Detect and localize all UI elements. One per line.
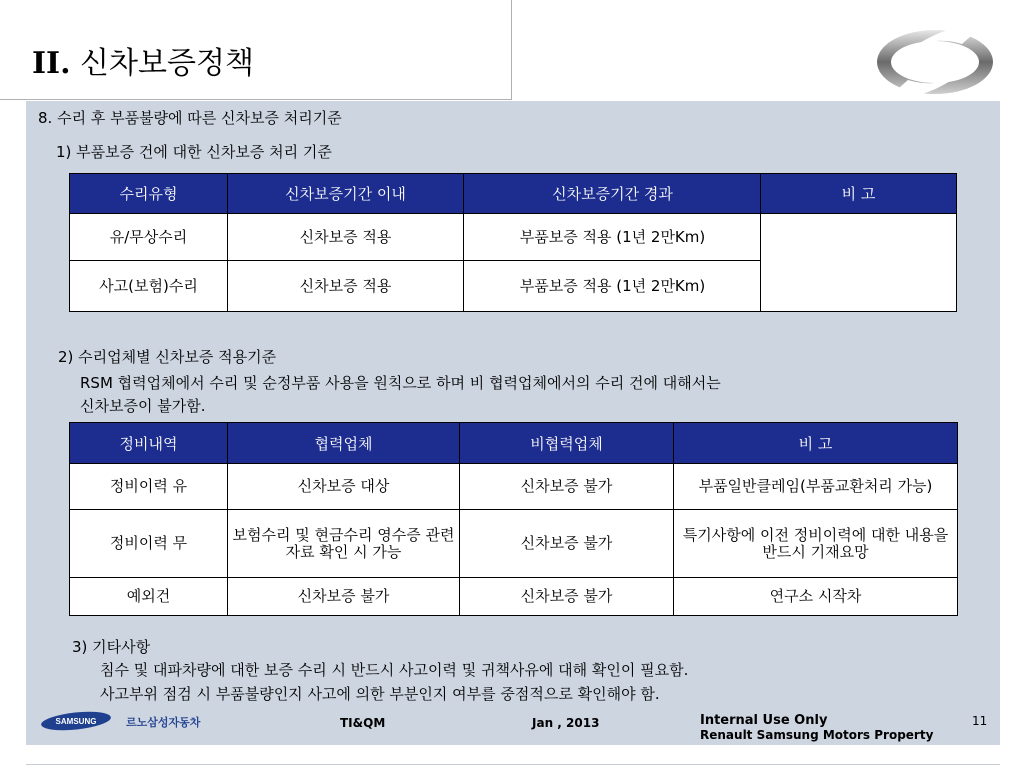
footer-dept: TI&QM <box>340 716 386 730</box>
samsung-logo-text: SAMSUNG <box>55 717 97 726</box>
page-title: II. 신차보증정책 <box>32 46 254 81</box>
table-row <box>70 510 958 578</box>
renault-samsung-emblem-icon <box>872 18 998 100</box>
table-cell: 신차보증 불가 <box>460 510 674 578</box>
subsection-2-text-line1: RSM 협력업체에서 수리 및 순정부품 사용을 원칙으로 하며 비 협력업체에서의 수리 건에 대해서는 <box>80 374 721 392</box>
subsection-3-text-line2: 사고부위 점검 시 부품불량인지 사고에 의한 부분인지 여부를 중점적으로 확인해야 함. <box>100 685 660 703</box>
footer-internal-use: Internal Use Only <box>700 713 828 728</box>
table-cell: 정비이력 유 <box>70 464 228 510</box>
page-number: 11 <box>972 714 988 728</box>
title-box <box>0 0 512 100</box>
samsung-logo-icon <box>40 711 112 731</box>
table-header-cell: 비 고 <box>674 423 958 464</box>
subsection-3-text-line1: 침수 및 대파차량에 대한 보증 수리 시 반드시 사고이력 및 귀책사유에 대해 확인이 필요함. <box>100 661 689 679</box>
warranty-table-2 <box>69 422 958 616</box>
subsection-2-title: 2) 수리업체별 신차보증 적용기준 <box>58 348 277 366</box>
table-row <box>70 578 958 616</box>
company-name-kr: 르노삼성자동차 <box>126 716 201 729</box>
table-header-row <box>70 423 958 464</box>
table-cell: 신차보증 불가 <box>460 578 674 616</box>
table-header-cell: 협력업체 <box>228 423 460 464</box>
table-cell: 특기사항에 이전 정비이력에 대한 내용을 반드시 기재요망 <box>674 510 958 578</box>
table-header-cell: 비 고 <box>761 174 957 214</box>
table-cell: 예외건 <box>70 578 228 616</box>
table-header-cell: 수리유형 <box>70 174 228 214</box>
table-row <box>70 464 958 510</box>
table-cell: 신차보증 적용 <box>228 261 464 312</box>
table-header-row <box>70 174 762 214</box>
subsection-3-title: 3) 기타사항 <box>72 638 151 656</box>
table-cell: 연구소 시작차 <box>674 578 958 616</box>
bottom-divider <box>26 764 1000 765</box>
table-cell: 정비이력 무 <box>70 510 228 578</box>
table-header-cell: 신차보증기간 이내 <box>228 174 464 214</box>
subsection-2-text-line2: 신차보증이 불가함. <box>80 397 206 415</box>
footer-property: Renault Samsung Motors Property <box>700 728 934 742</box>
table-cell: 부품일반클레임(부품교환처리 가능) <box>674 464 958 510</box>
table-cell: 유/무상수리 <box>70 214 228 261</box>
table-cell-empty <box>761 214 957 312</box>
table-cell: 부품보증 적용 (1년 2만Km) <box>464 214 762 261</box>
table-header-cell: 비협력업체 <box>460 423 674 464</box>
table-cell: 사고(보험)수리 <box>70 261 228 312</box>
table-cell: 신차보증 불가 <box>460 464 674 510</box>
table-cell: 신차보증 대상 <box>228 464 460 510</box>
footer-date: Jan , 2013 <box>532 716 600 730</box>
section-heading: 8. 수리 후 부품불량에 따른 신차보증 처리기준 <box>38 109 342 127</box>
warranty-table-1-remarks <box>760 173 957 312</box>
table-header-cell: 정비내역 <box>70 423 228 464</box>
subsection-1-title: 1) 부품보증 건에 대한 신차보증 처리 기준 <box>56 143 332 161</box>
table-cell: 부품보증 적용 (1년 2만Km) <box>464 261 762 312</box>
table-cell: 보험수리 및 현금수리 영수증 관련자료 확인 시 가능 <box>228 510 460 578</box>
table-header-cell: 신차보증기간 경과 <box>464 174 762 214</box>
table-cell: 신차보증 적용 <box>228 214 464 261</box>
table-cell: 신차보증 불가 <box>228 578 460 616</box>
table-row <box>70 261 762 312</box>
warranty-table-1 <box>69 173 762 312</box>
table-row <box>70 214 762 261</box>
